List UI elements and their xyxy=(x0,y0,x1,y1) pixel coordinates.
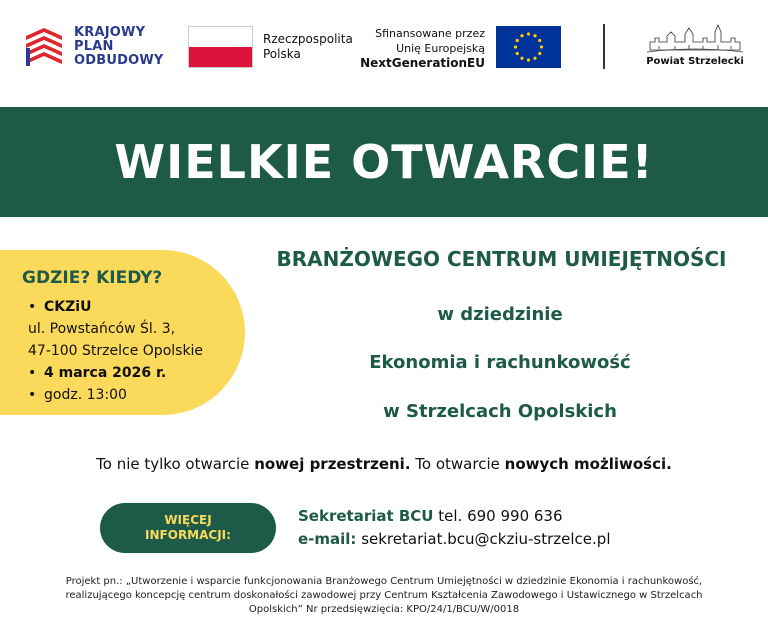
footer-line-3: Opolskich” Nr przedsięwzięcia: KPO/24/1/BCU/W/0018 xyxy=(248,604,520,615)
eu-line-1: Sfinansowane przez xyxy=(375,27,485,40)
bullet-icon: • xyxy=(28,365,37,381)
tagline-bold-1: nowej przestrzeni. xyxy=(254,455,411,473)
kpo-text xyxy=(74,26,164,68)
kpo-logo xyxy=(26,26,176,71)
info-list xyxy=(28,296,203,406)
eu-star-icon xyxy=(520,57,523,60)
more-info-line-1: WIĘCEJ xyxy=(164,513,212,527)
polish-flag-icon xyxy=(188,26,253,68)
project-footer xyxy=(10,575,758,617)
more-info-badge xyxy=(100,503,276,553)
info-time xyxy=(28,384,203,406)
castle-skyline-icon xyxy=(645,22,745,54)
heading-line-2: Ekonomia i rachunkowość xyxy=(369,352,631,373)
heading-main: BRANŻOWEGO CENTRUM UMIEJĘTNOŚCI xyxy=(276,247,727,271)
rp-line-2: Polska xyxy=(263,47,301,61)
eu-star-icon xyxy=(540,45,543,48)
heading-line-3: w Strzelcach Opolskich xyxy=(383,401,617,422)
eu-star-icon xyxy=(527,58,530,61)
kpo-line-3: ODBUDOWY xyxy=(74,53,164,68)
kpo-stripes-icon xyxy=(26,28,66,68)
info-city xyxy=(28,340,203,362)
heading-line-1: w dziedzinie xyxy=(437,304,563,325)
secretariat-label: Sekretariat BCU xyxy=(298,507,434,525)
eu-flag-icon xyxy=(496,26,561,68)
eu-star-icon xyxy=(527,32,530,35)
contact-block xyxy=(298,505,611,551)
email-label: e-mail: xyxy=(298,530,357,548)
info-date xyxy=(28,362,203,384)
eu-line-2: Unię Europejską xyxy=(396,42,485,55)
eu-star-icon xyxy=(516,39,519,42)
powiat-logo xyxy=(645,22,745,72)
info-street xyxy=(28,318,203,340)
city: 47-100 Strzelce Opolskie xyxy=(28,343,204,359)
eu-star-icon xyxy=(538,39,541,42)
phone-number: tel. 690 990 636 xyxy=(433,507,563,525)
place-name: CKZiU xyxy=(44,299,92,315)
tagline-bold-2: nowych możliwości. xyxy=(504,455,672,473)
tagline-part-1: To nie tylko otwarcie xyxy=(96,455,255,473)
street: ul. Powstańców Śl. 3, xyxy=(28,321,176,337)
eu-star-icon xyxy=(520,34,523,37)
eu-star-icon xyxy=(533,34,536,37)
email-address: sekretariat.bcu@ckziu-strzelce.pl xyxy=(356,530,611,548)
more-info-line-2: INFORMACJI: xyxy=(145,528,231,542)
logo-divider xyxy=(603,24,605,69)
contact-email-row xyxy=(298,528,611,551)
bullet-icon: • xyxy=(28,387,37,403)
eu-star-icon xyxy=(533,57,536,60)
footer-line-2: realizującego koncepcję centrum doskonałości zawodowej przy Centrum Kształcenia Zawodowego i Ustawicznego w Strzelcach xyxy=(65,590,703,601)
event-date: 4 marca 2026 r. xyxy=(44,365,167,381)
logo-bar xyxy=(0,0,768,105)
tagline xyxy=(0,455,768,473)
eu-star-icon xyxy=(538,52,541,55)
rp-line-1: Rzeczpospolita xyxy=(263,32,353,46)
info-title: GDZIE? KIEDY? xyxy=(22,268,163,288)
eu-star-icon xyxy=(516,52,519,55)
info-place xyxy=(28,296,203,318)
eu-bold-line: NextGenerationEU xyxy=(360,56,485,70)
eu-text xyxy=(360,26,485,71)
powiat-label: Powiat Strzelecki xyxy=(646,56,744,67)
bullet-icon: • xyxy=(28,299,37,315)
tagline-part-2: To otwarcie xyxy=(410,455,505,473)
kpo-line-2: PLAN xyxy=(74,39,114,54)
contact-phone-row xyxy=(298,505,611,528)
rp-text xyxy=(263,32,353,62)
event-time: godz. 13:00 xyxy=(44,387,127,403)
kpo-line-1: KRAJOWY xyxy=(74,25,146,40)
eu-star-icon xyxy=(514,45,517,48)
banner-title: WIELKIE OTWARCIE! xyxy=(114,135,654,189)
footer-line-1: Projekt pn.: „Utworzenie i wsparcie funkcjonowania Branżowego Centrum Umiejętności w dziedzinie Ekonomia i rachunkowość, xyxy=(65,576,703,587)
